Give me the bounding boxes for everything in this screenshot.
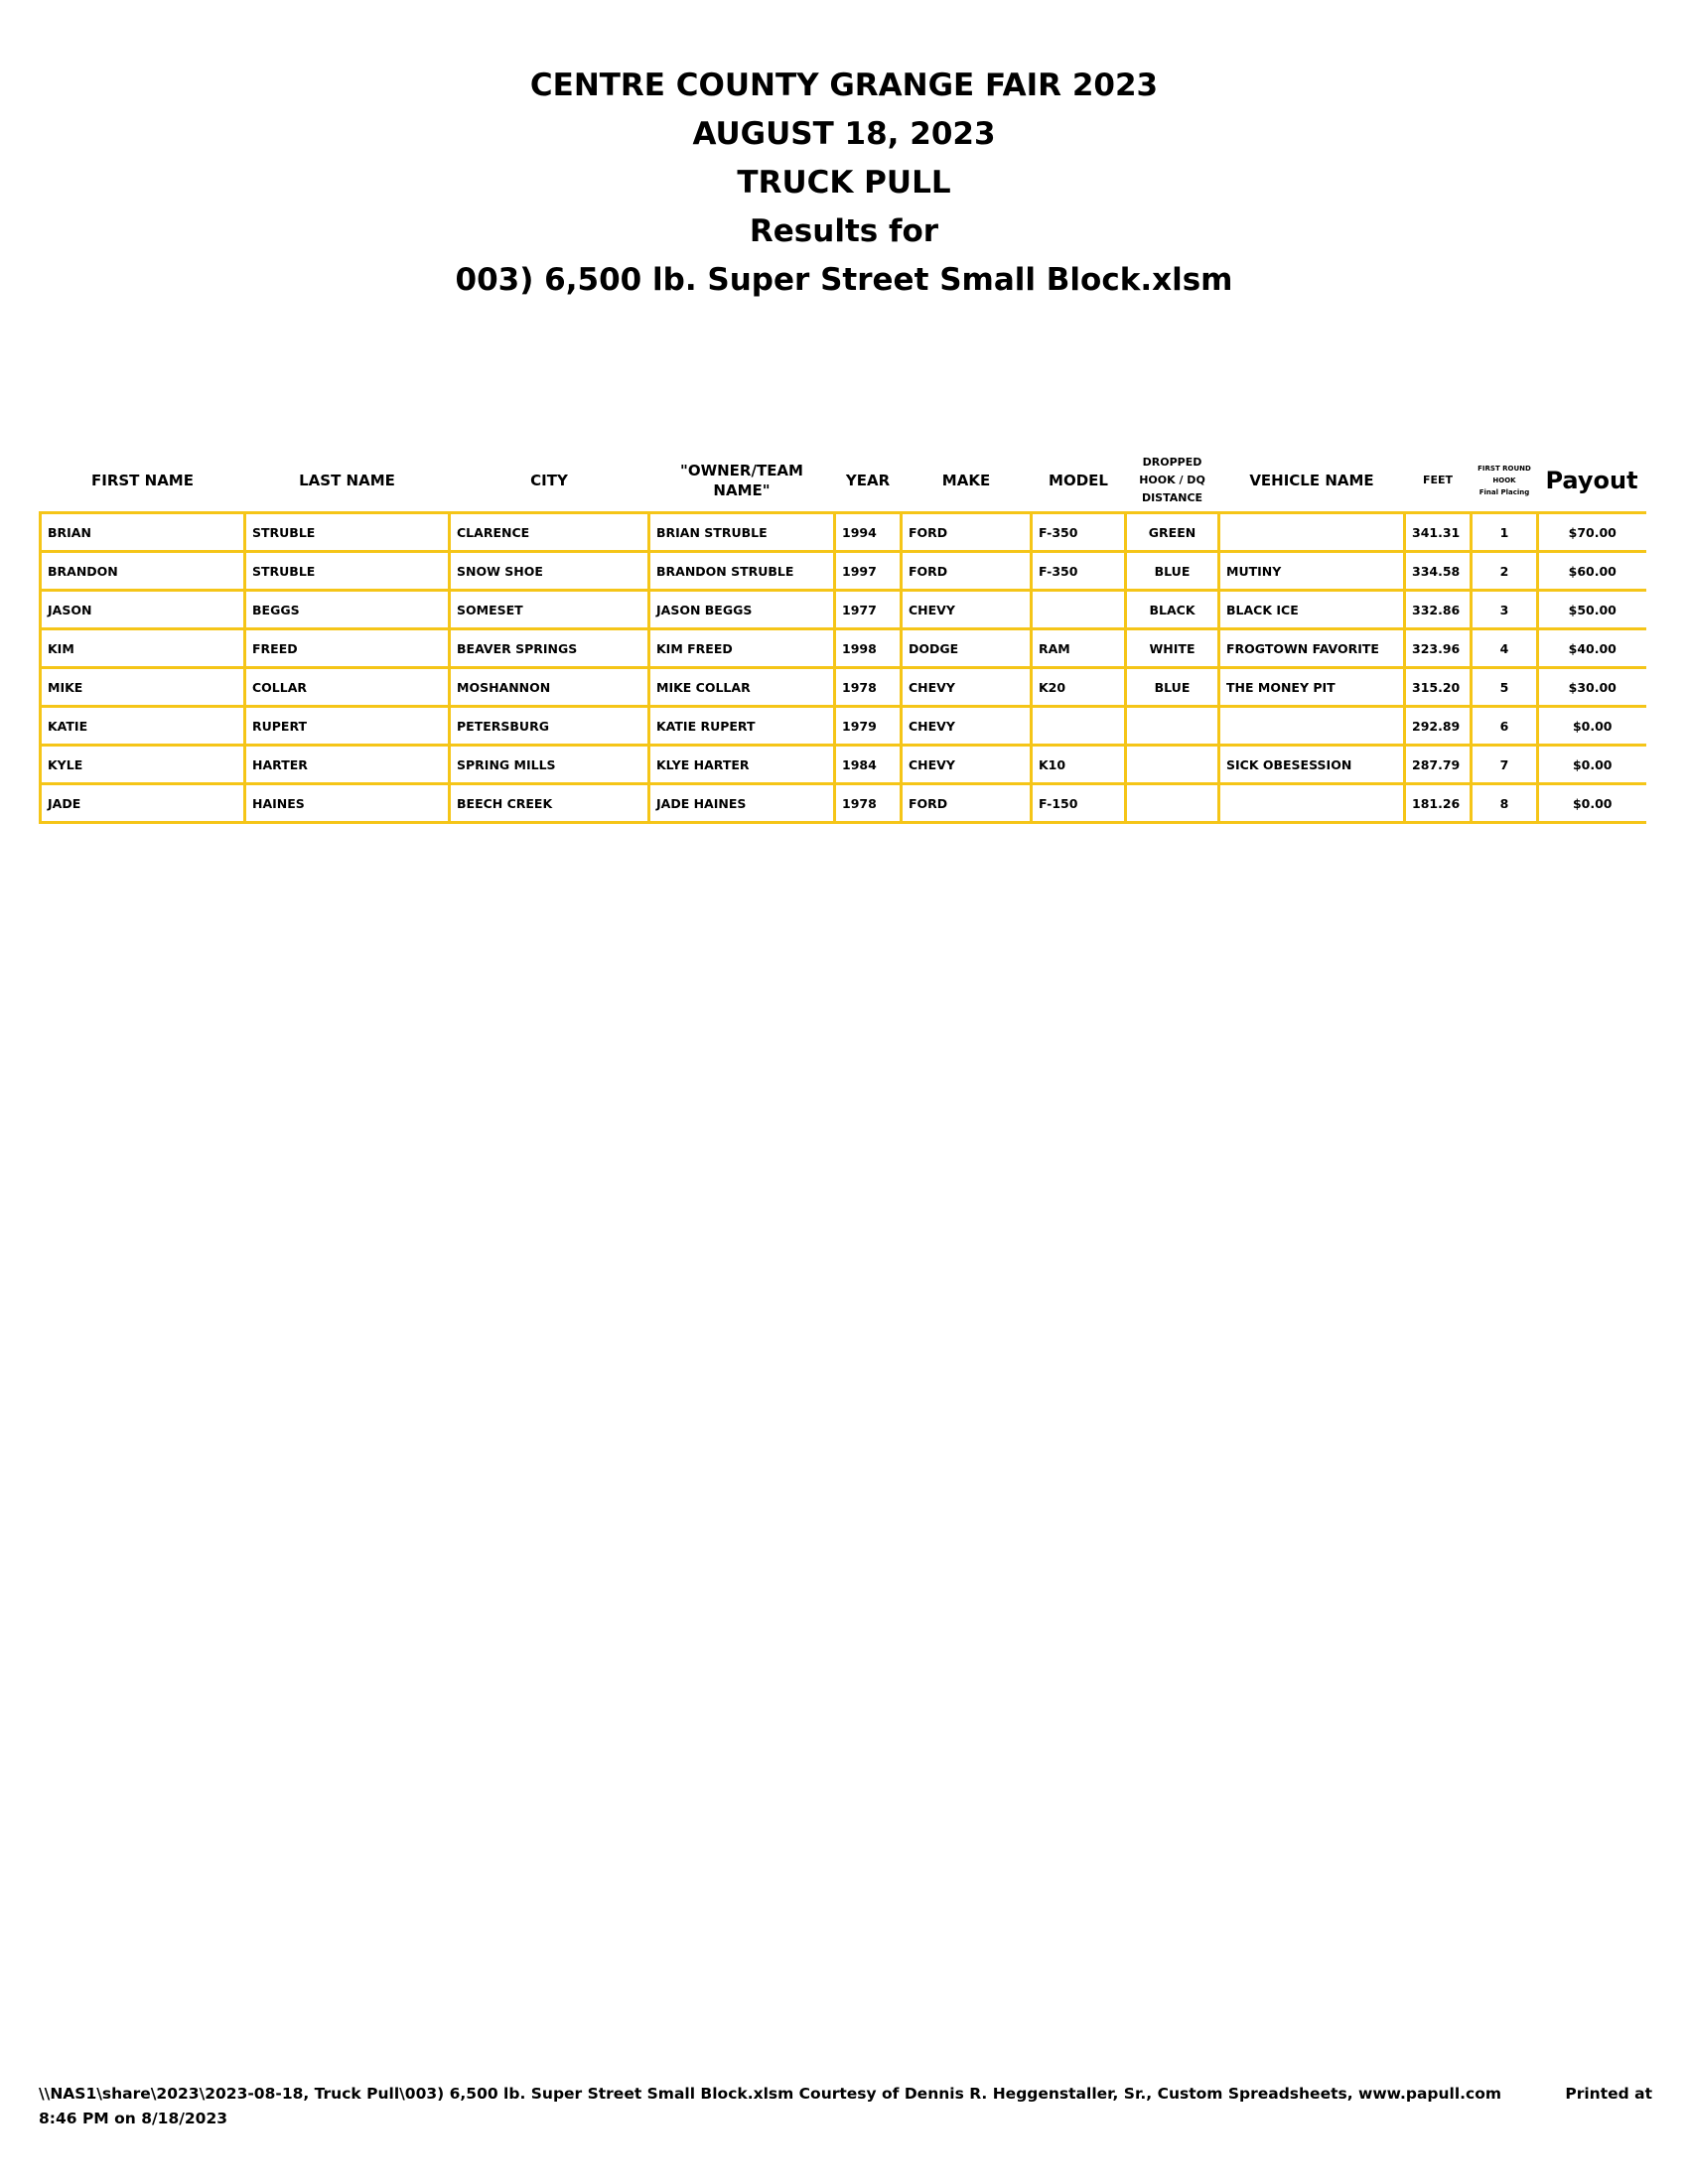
cell-vehicle: BLACK ICE xyxy=(1219,591,1405,629)
cell-place: 1 xyxy=(1472,513,1538,552)
cell-make: FORD xyxy=(902,552,1032,591)
cell-make: CHEVY xyxy=(902,668,1032,707)
cell-make: CHEVY xyxy=(902,591,1032,629)
col-make: MAKE xyxy=(941,472,991,489)
cell-payout: $30.00 xyxy=(1538,668,1646,707)
table-row xyxy=(41,784,1646,823)
cell-feet: 315.20 xyxy=(1405,668,1472,707)
footer-first-line xyxy=(39,2082,1652,2107)
col-dropped-line1: DROPPED xyxy=(1142,456,1202,469)
results-table xyxy=(39,450,1646,824)
cell-owner: BRANDON STRUBLE xyxy=(649,552,835,591)
cell-dropped: GREEN xyxy=(1126,513,1219,552)
cell-make: FORD xyxy=(902,513,1032,552)
table-row xyxy=(41,552,1646,591)
col-placing-line3: Final Placing xyxy=(1478,488,1530,496)
table-row xyxy=(41,668,1646,707)
cell-dropped: WHITE xyxy=(1126,629,1219,668)
cell-vehicle: SICK OBESESSION xyxy=(1219,746,1405,784)
cell-first-name: JADE xyxy=(41,784,245,823)
table-row xyxy=(41,746,1646,784)
cell-last-name: BEGGS xyxy=(245,591,450,629)
cell-feet: 341.31 xyxy=(1405,513,1472,552)
cell-vehicle: FROGTOWN FAVORITE xyxy=(1219,629,1405,668)
cell-place: 6 xyxy=(1472,707,1538,746)
cell-dropped: BLUE xyxy=(1126,552,1219,591)
cell-dropped: BLUE xyxy=(1126,668,1219,707)
cell-model: F-350 xyxy=(1032,552,1126,591)
col-first-name: FIRST NAME xyxy=(91,472,194,489)
cell-feet: 332.86 xyxy=(1405,591,1472,629)
cell-owner: KIM FREED xyxy=(649,629,835,668)
table-row xyxy=(41,513,1646,552)
cell-model xyxy=(1032,707,1126,746)
col-city: CITY xyxy=(530,472,568,489)
cell-model: K20 xyxy=(1032,668,1126,707)
cell-model: F-350 xyxy=(1032,513,1126,552)
cell-city: CLARENCE xyxy=(450,513,649,552)
cell-payout: $60.00 xyxy=(1538,552,1646,591)
cell-year: 1994 xyxy=(835,513,902,552)
cell-payout: $0.00 xyxy=(1538,784,1646,823)
cell-model: F-150 xyxy=(1032,784,1126,823)
event-type: TRUCK PULL xyxy=(737,165,951,201)
col-owner-team-line2: NAME" xyxy=(713,481,771,499)
cell-vehicle: THE MONEY PIT xyxy=(1219,668,1405,707)
cell-make: CHEVY xyxy=(902,746,1032,784)
cell-year: 1978 xyxy=(835,668,902,707)
event-date: AUGUST 18, 2023 xyxy=(692,116,996,152)
cell-last-name: FREED xyxy=(245,629,450,668)
cell-place: 3 xyxy=(1472,591,1538,629)
table-header-row xyxy=(41,450,1646,513)
cell-place: 7 xyxy=(1472,746,1538,784)
cell-year: 1998 xyxy=(835,629,902,668)
cell-owner: KATIE RUPERT xyxy=(649,707,835,746)
col-last-name: LAST NAME xyxy=(299,472,395,489)
cell-first-name: BRANDON xyxy=(41,552,245,591)
cell-first-name: KYLE xyxy=(41,746,245,784)
cell-owner: JADE HAINES xyxy=(649,784,835,823)
results-for-label: Results for xyxy=(749,213,939,249)
cell-city: SNOW SHOE xyxy=(450,552,649,591)
cell-city: SPRING MILLS xyxy=(450,746,649,784)
col-owner-team-line1: "OWNER/TEAM xyxy=(680,462,803,479)
table-row xyxy=(41,707,1646,746)
cell-vehicle xyxy=(1219,513,1405,552)
class-name: 003) 6,500 lb. Super Street Small Block.xlsm xyxy=(455,262,1233,298)
col-dropped-line3: DISTANCE xyxy=(1141,491,1203,504)
cell-dropped xyxy=(1126,707,1219,746)
col-payout: Payout xyxy=(1545,467,1638,494)
cell-feet: 181.26 xyxy=(1405,784,1472,823)
cell-last-name: HAINES xyxy=(245,784,450,823)
col-feet: FEET xyxy=(1422,474,1454,486)
cell-make: FORD xyxy=(902,784,1032,823)
cell-last-name: HARTER xyxy=(245,746,450,784)
col-model: MODEL xyxy=(1049,472,1108,489)
table-row xyxy=(41,591,1646,629)
fair-name: CENTRE COUNTY GRANGE FAIR 2023 xyxy=(529,68,1159,103)
cell-city: BEAVER SPRINGS xyxy=(450,629,649,668)
cell-dropped xyxy=(1126,746,1219,784)
cell-make: CHEVY xyxy=(902,707,1032,746)
cell-city: PETERSBURG xyxy=(450,707,649,746)
cell-year: 1977 xyxy=(835,591,902,629)
cell-first-name: BRIAN xyxy=(41,513,245,552)
cell-dropped: BLACK xyxy=(1126,591,1219,629)
cell-first-name: KATIE xyxy=(41,707,245,746)
cell-city: SOMESET xyxy=(450,591,649,629)
cell-place: 2 xyxy=(1472,552,1538,591)
cell-last-name: COLLAR xyxy=(245,668,450,707)
cell-owner: KLYE HARTER xyxy=(649,746,835,784)
cell-year: 1997 xyxy=(835,552,902,591)
cell-vehicle: MUTINY xyxy=(1219,552,1405,591)
page-footer xyxy=(39,2082,1652,2131)
cell-make: DODGE xyxy=(902,629,1032,668)
cell-payout: $70.00 xyxy=(1538,513,1646,552)
cell-last-name: RUPERT xyxy=(245,707,450,746)
footer-file-path-courtesy: \\NAS1\share\2023\2023-08-18, Truck Pull\003) 6,500 lb. Super Street Small Block.xlsm Courtesy of Dennis R. Heggenstaller, Sr., Custom Spreadsheets, www.papull.com xyxy=(39,2085,1502,2103)
cell-vehicle xyxy=(1219,784,1405,823)
cell-first-name: MIKE xyxy=(41,668,245,707)
cell-payout: $50.00 xyxy=(1538,591,1646,629)
col-dropped-line2: HOOK / DQ xyxy=(1139,474,1205,486)
cell-feet: 323.96 xyxy=(1405,629,1472,668)
col-owner-team xyxy=(649,450,835,513)
cell-owner: JASON BEGGS xyxy=(649,591,835,629)
cell-feet: 292.89 xyxy=(1405,707,1472,746)
cell-model: RAM xyxy=(1032,629,1126,668)
cell-payout: $40.00 xyxy=(1538,629,1646,668)
cell-feet: 334.58 xyxy=(1405,552,1472,591)
col-final-placing xyxy=(1472,450,1538,513)
footer-printed-time: 8:46 PM on 8/18/2023 xyxy=(39,2110,228,2127)
cell-first-name: JASON xyxy=(41,591,245,629)
col-year: YEAR xyxy=(845,472,891,489)
cell-year: 1984 xyxy=(835,746,902,784)
cell-place: 4 xyxy=(1472,629,1538,668)
col-dropped-hook xyxy=(1126,450,1219,513)
cell-feet: 287.79 xyxy=(1405,746,1472,784)
cell-place: 5 xyxy=(1472,668,1538,707)
cell-model: K10 xyxy=(1032,746,1126,784)
cell-city: BEECH CREEK xyxy=(450,784,649,823)
col-vehicle-name: VEHICLE NAME xyxy=(1249,472,1374,489)
footer-printed-at: Printed at xyxy=(1565,2085,1652,2103)
cell-year: 1979 xyxy=(835,707,902,746)
cell-dropped xyxy=(1126,784,1219,823)
cell-last-name: STRUBLE xyxy=(245,552,450,591)
cell-place: 8 xyxy=(1472,784,1538,823)
cell-first-name: KIM xyxy=(41,629,245,668)
report-title xyxy=(0,62,1688,305)
cell-model xyxy=(1032,591,1126,629)
cell-owner: MIKE COLLAR xyxy=(649,668,835,707)
col-placing-line1: FIRST ROUND xyxy=(1477,465,1531,473)
cell-owner: BRIAN STRUBLE xyxy=(649,513,835,552)
col-placing-line2: HOOK xyxy=(1492,477,1516,484)
cell-last-name: STRUBLE xyxy=(245,513,450,552)
cell-city: MOSHANNON xyxy=(450,668,649,707)
cell-year: 1978 xyxy=(835,784,902,823)
cell-payout: $0.00 xyxy=(1538,707,1646,746)
cell-payout: $0.00 xyxy=(1538,746,1646,784)
table-row xyxy=(41,629,1646,668)
cell-vehicle xyxy=(1219,707,1405,746)
